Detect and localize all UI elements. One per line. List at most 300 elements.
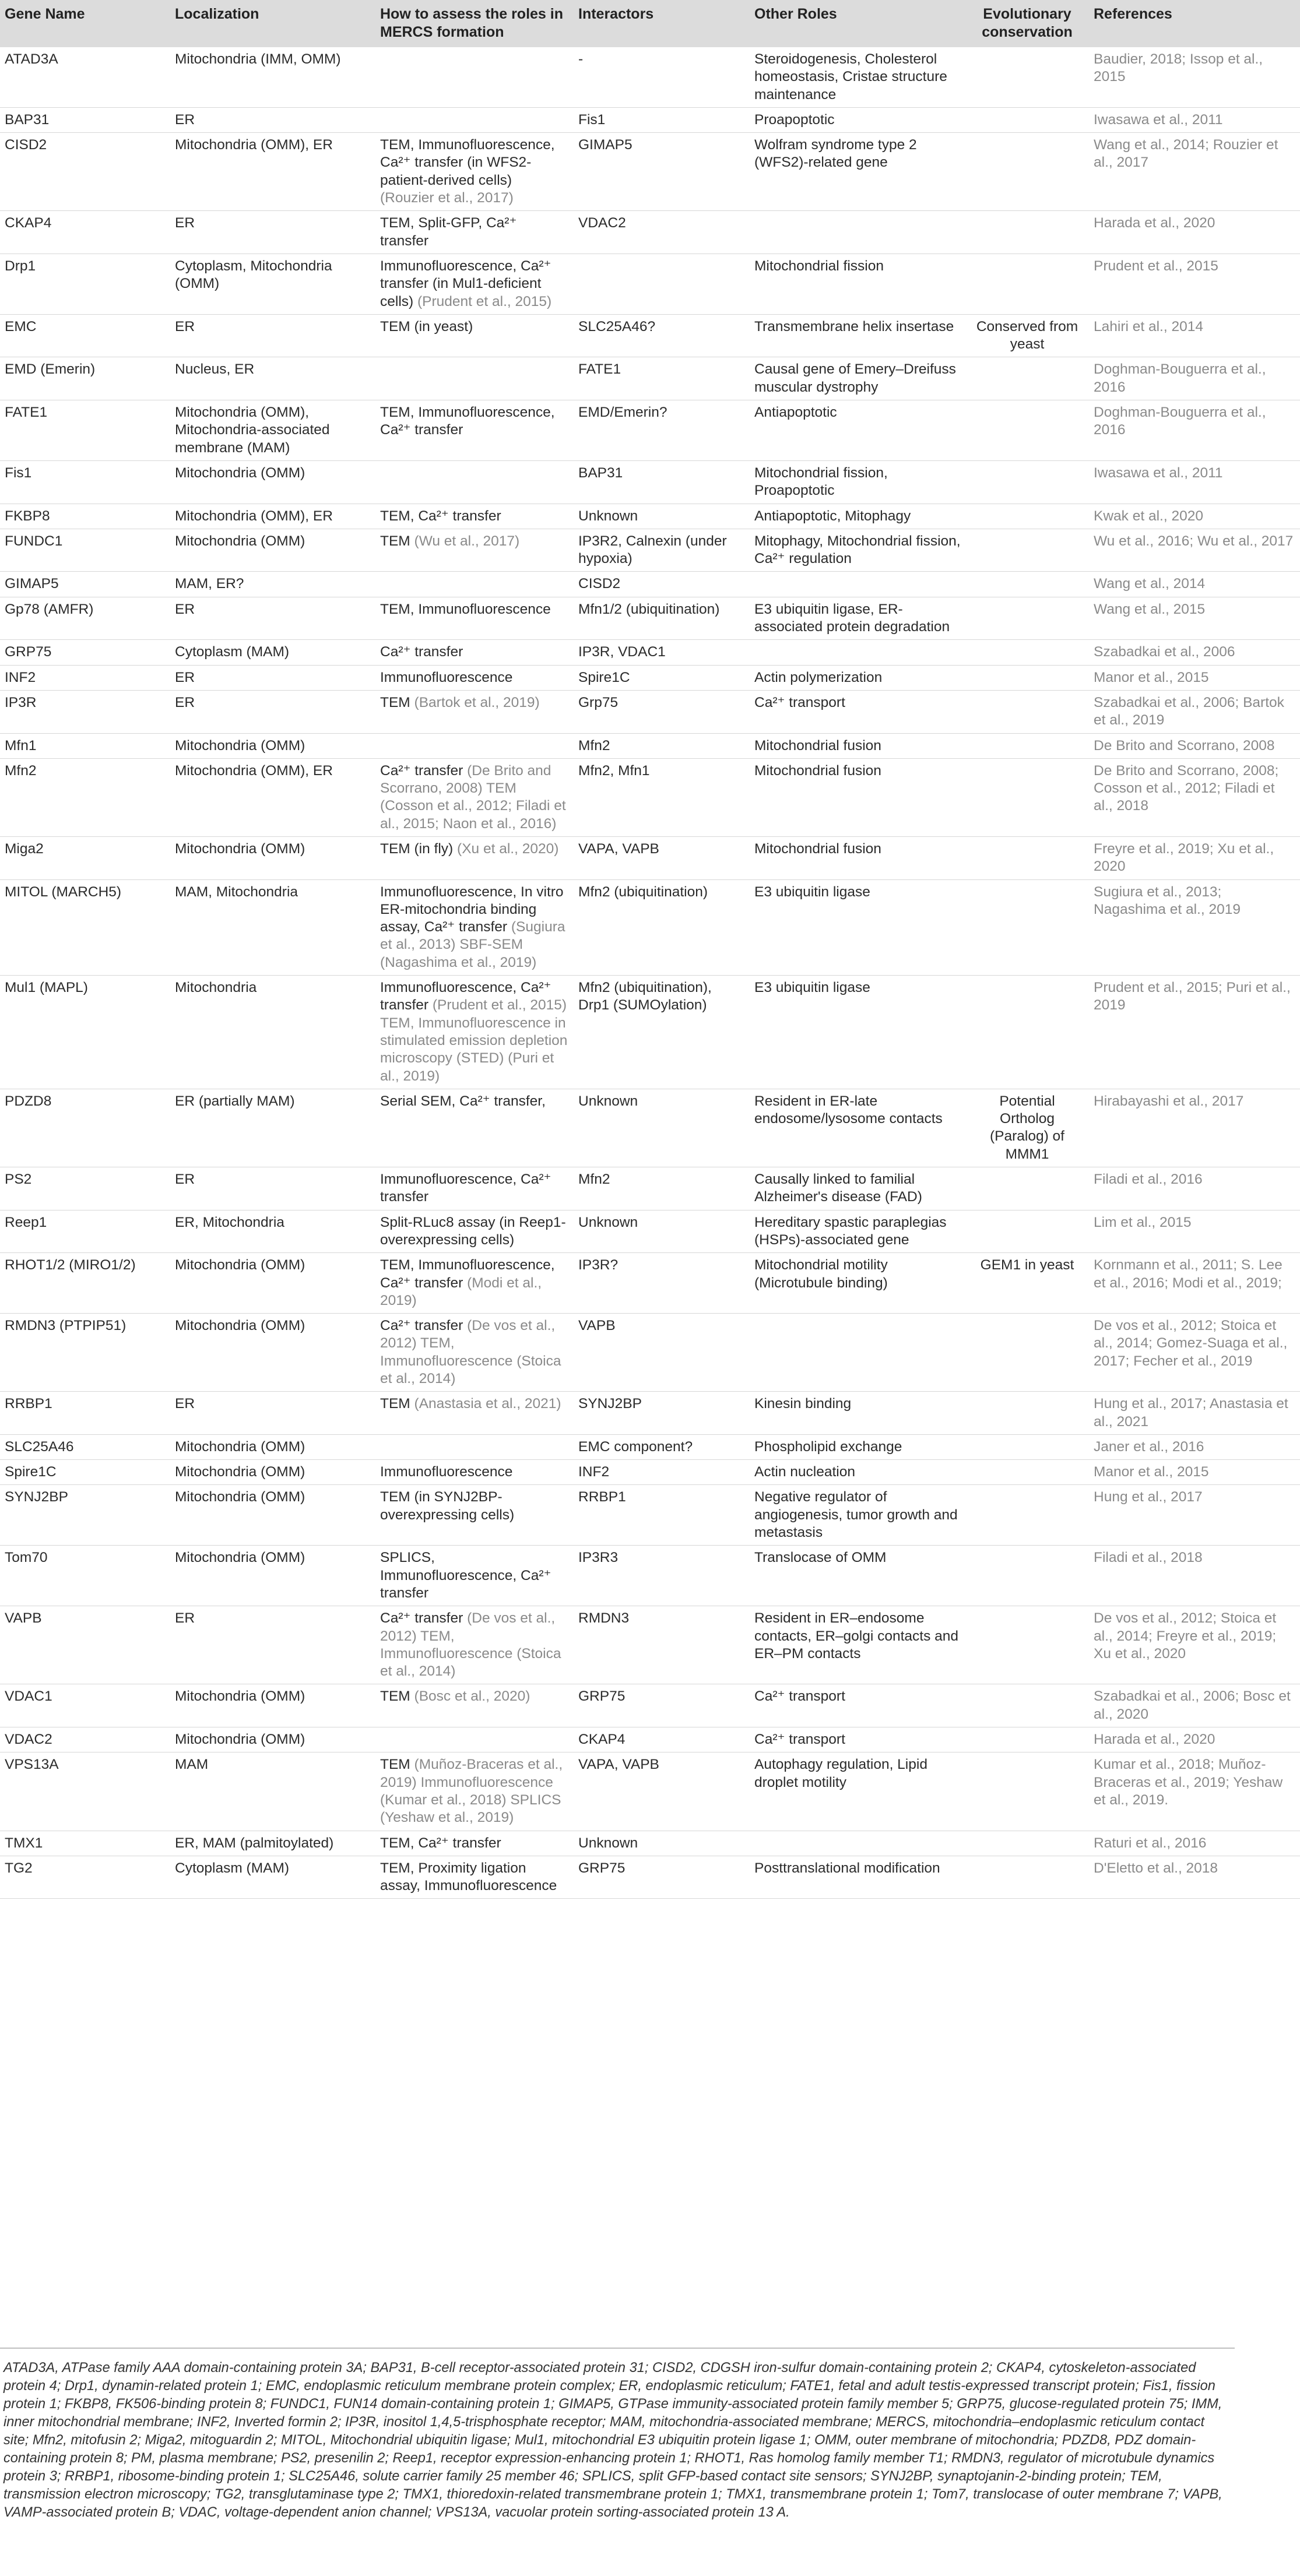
evolutionary-conservation-cell xyxy=(965,1684,1089,1727)
localization-cell: Cytoplasm (MAM) xyxy=(170,640,375,665)
localization-cell: ER xyxy=(170,665,375,690)
evolutionary-conservation-cell xyxy=(965,690,1089,733)
evolutionary-conservation-cell xyxy=(965,597,1089,640)
interactors-cell: GIMAP5 xyxy=(574,133,750,211)
interactors-cell: GRP75 xyxy=(574,1684,750,1727)
interactors-cell: VAPA, VAPB xyxy=(574,836,750,879)
references-cell: Szabadkai et al., 2006; Bartok et al., 2019 xyxy=(1089,690,1300,733)
interactors-cell: CISD2 xyxy=(574,572,750,597)
gene-name-cell: ATAD3A xyxy=(0,47,170,107)
evolutionary-conservation-cell xyxy=(965,758,1089,836)
assessment-cell xyxy=(375,976,574,1089)
references-cell: Wang et al., 2015 xyxy=(1089,597,1300,640)
interactors-cell: INF2 xyxy=(574,1460,750,1485)
interactors-cell: GRP75 xyxy=(574,1856,750,1899)
evolutionary-conservation-cell xyxy=(965,1392,1089,1435)
assessment-cell xyxy=(375,733,574,758)
other-roles-cell: Translocase of OMM xyxy=(750,1546,965,1606)
table-row xyxy=(0,504,1300,529)
assessment-reference: (Wu et al., 2017) xyxy=(414,533,520,549)
localization-cell: ER xyxy=(170,597,375,640)
assessment-method: TEM (in SYNJ2BP-overexpressing cells) xyxy=(380,1489,515,1523)
table-row xyxy=(0,107,1300,132)
other-roles-cell: E3 ubiquitin ligase xyxy=(750,879,965,975)
table-row xyxy=(0,1684,1300,1727)
localization-cell: ER xyxy=(170,1167,375,1210)
gene-name-cell: RMDN3 (PTPIP51) xyxy=(0,1314,170,1392)
assessment-reference: (Prudent et al., 2015) TEM, Immunofluorescence in stimulated emission depletion microscopy (STED) (Puri et al., 2019) xyxy=(380,997,568,1084)
table-row xyxy=(0,1253,1300,1314)
localization-cell: Mitochondria xyxy=(170,976,375,1089)
references-cell: Kwak et al., 2020 xyxy=(1089,504,1300,529)
localization-cell: Mitochondria (OMM) xyxy=(170,1253,375,1314)
table-row xyxy=(0,1460,1300,1485)
interactors-cell: SYNJ2BP xyxy=(574,1392,750,1435)
other-roles-cell xyxy=(750,1314,965,1392)
localization-cell: Cytoplasm, Mitochondria (OMM) xyxy=(170,254,375,314)
assessment-method: Immunofluorescence, Ca²⁺ transfer xyxy=(380,980,551,1013)
table-row xyxy=(0,1434,1300,1459)
gene-name-cell: Mul1 (MAPL) xyxy=(0,976,170,1089)
evolutionary-conservation-cell xyxy=(965,1434,1089,1459)
localization-cell: Mitochondria (OMM), ER xyxy=(170,758,375,836)
localization-cell: Mitochondria (OMM) xyxy=(170,1546,375,1606)
localization-cell: ER (partially MAM) xyxy=(170,1089,375,1167)
assessment-cell xyxy=(375,504,574,529)
references-cell: Raturi et al., 2016 xyxy=(1089,1831,1300,1856)
table-row xyxy=(0,597,1300,640)
evolutionary-conservation-cell xyxy=(965,976,1089,1089)
localization-cell: Mitochondria (OMM) xyxy=(170,1485,375,1546)
assessment-cell xyxy=(375,1485,574,1546)
localization-cell: Mitochondria (OMM), ER xyxy=(170,504,375,529)
assessment-cell xyxy=(375,107,574,132)
header-gene-name: Gene Name xyxy=(0,0,170,47)
interactors-cell: IP3R2, Calnexin (under hypoxia) xyxy=(574,529,750,572)
header-localization: Localization xyxy=(170,0,375,47)
interactors-cell: Mfn2, Mfn1 xyxy=(574,758,750,836)
other-roles-cell: Mitophagy, Mitochondrial fission, Ca²⁺ regulation xyxy=(750,529,965,572)
other-roles-cell: Actin nucleation xyxy=(750,1460,965,1485)
localization-cell: Mitochondria (OMM) xyxy=(170,529,375,572)
assessment-method: TEM (in fly) xyxy=(380,840,454,857)
interactors-cell: VAPB xyxy=(574,1314,750,1392)
assessment-method: TEM, Immunofluorescence, Ca²⁺ transfer xyxy=(380,1257,555,1291)
localization-cell: MAM xyxy=(170,1752,375,1831)
evolutionary-conservation-cell: Potential Ortholog (Paralog) of MMM1 xyxy=(965,1089,1089,1167)
gene-name-cell: SLC25A46 xyxy=(0,1434,170,1459)
assessment-reference: (De Brito and Scorrano, 2008) TEM (Cosson et al., 2012; Filadi et al., 2015; Naon et al., 2016) xyxy=(380,762,566,832)
assessment-method: TEM, Immunofluorescence xyxy=(380,601,551,617)
interactors-cell: Mfn2 (ubiquitination), Drp1 (SUMOylation) xyxy=(574,976,750,1089)
interactors-cell: EMC component? xyxy=(574,1434,750,1459)
table-row xyxy=(0,1546,1300,1606)
table-row xyxy=(0,758,1300,836)
evolutionary-conservation-cell xyxy=(965,529,1089,572)
interactors-cell: VDAC2 xyxy=(574,211,750,254)
other-roles-cell: Negative regulator of angiogenesis, tumor growth and metastasis xyxy=(750,1485,965,1546)
localization-cell: Mitochondria (OMM) xyxy=(170,1434,375,1459)
gene-name-cell: TMX1 xyxy=(0,1831,170,1856)
other-roles-cell: Hereditary spastic paraplegias (HSPs)-associated gene xyxy=(750,1210,965,1253)
assessment-cell xyxy=(375,1752,574,1831)
evolutionary-conservation-cell xyxy=(965,133,1089,211)
other-roles-cell: Mitochondrial fusion xyxy=(750,733,965,758)
assessment-cell xyxy=(375,1392,574,1435)
table-row xyxy=(0,211,1300,254)
references-cell: Doghman-Bouguerra et al., 2016 xyxy=(1089,400,1300,461)
other-roles-cell: Causal gene of Emery–Dreifuss muscular dystrophy xyxy=(750,357,965,400)
other-roles-cell: Steroidogenesis, Cholesterol homeostasis, Cristae structure maintenance xyxy=(750,47,965,107)
assessment-reference: (Sugiura et al., 2013) SBF-SEM (Nagashima et al., 2019) xyxy=(380,919,565,970)
assessment-method: Ca²⁺ transfer xyxy=(380,644,463,660)
interactors-cell: Unknown xyxy=(574,1210,750,1253)
table-row xyxy=(0,733,1300,758)
header-assessment: How to assess the roles in MERCS formation xyxy=(375,0,574,47)
localization-cell: ER, Mitochondria xyxy=(170,1210,375,1253)
other-roles-cell xyxy=(750,211,965,254)
gene-name-cell: VDAC1 xyxy=(0,1684,170,1727)
references-cell: Wang et al., 2014; Rouzier et al., 2017 xyxy=(1089,133,1300,211)
gene-name-cell: EMC xyxy=(0,314,170,357)
interactors-cell xyxy=(574,254,750,314)
evolutionary-conservation-cell xyxy=(965,400,1089,461)
gene-name-cell: Tom70 xyxy=(0,1546,170,1606)
localization-cell: Mitochondria (OMM) xyxy=(170,1460,375,1485)
interactors-cell: IP3R, VDAC1 xyxy=(574,640,750,665)
assessment-reference: (De vos et al., 2012) TEM, Immunofluorescence (Stoica et al., 2014) xyxy=(380,1610,561,1680)
other-roles-cell: Wolfram syndrome type 2 (WFS2)-related gene xyxy=(750,133,965,211)
interactors-cell: Unknown xyxy=(574,1831,750,1856)
references-cell: Doghman-Bouguerra et al., 2016 xyxy=(1089,357,1300,400)
evolutionary-conservation-cell xyxy=(965,1727,1089,1752)
interactors-cell: IP3R3 xyxy=(574,1546,750,1606)
localization-cell: Mitochondria (OMM), ER xyxy=(170,133,375,211)
gene-name-cell: VAPB xyxy=(0,1606,170,1684)
evolutionary-conservation-cell xyxy=(965,504,1089,529)
table-row xyxy=(0,976,1300,1089)
evolutionary-conservation-cell xyxy=(965,1606,1089,1684)
evolutionary-conservation-cell xyxy=(965,1314,1089,1392)
localization-cell: Nucleus, ER xyxy=(170,357,375,400)
assessment-method: TEM, Immunofluorescence, Ca²⁺ transfer (in WFS2-patient-derived cells) xyxy=(380,137,555,188)
assessment-method: Ca²⁺ transfer xyxy=(380,762,463,779)
evolutionary-conservation-cell xyxy=(965,640,1089,665)
assessment-method: TEM, Split-GFP, Ca²⁺ transfer xyxy=(380,215,517,249)
references-cell: Hirabayashi et al., 2017 xyxy=(1089,1089,1300,1167)
header-references: References xyxy=(1089,0,1300,47)
assessment-cell xyxy=(375,357,574,400)
assessment-method: TEM xyxy=(380,533,410,549)
references-cell: Prudent et al., 2015; Puri et al., 2019 xyxy=(1089,976,1300,1089)
assessment-method: TEM, Immunofluorescence, Ca²⁺ transfer xyxy=(380,404,555,438)
localization-cell: Mitochondria (IMM, OMM) xyxy=(170,47,375,107)
gene-name-cell: IP3R xyxy=(0,690,170,733)
references-cell: Iwasawa et al., 2011 xyxy=(1089,107,1300,132)
references-cell: Filadi et al., 2016 xyxy=(1089,1167,1300,1210)
assessment-cell xyxy=(375,665,574,690)
table-row xyxy=(0,836,1300,879)
evolutionary-conservation-cell xyxy=(965,1210,1089,1253)
table-header-row xyxy=(0,0,1300,47)
table-row xyxy=(0,665,1300,690)
assessment-cell xyxy=(375,529,574,572)
references-cell: Iwasawa et al., 2011 xyxy=(1089,460,1300,504)
interactors-cell: Grp75 xyxy=(574,690,750,733)
assessment-method: TEM xyxy=(380,1757,410,1773)
gene-name-cell: INF2 xyxy=(0,665,170,690)
table-row xyxy=(0,1752,1300,1831)
table-row xyxy=(0,460,1300,504)
references-cell: De Brito and Scorrano, 2008; Cosson et al., 2012; Filadi et al., 2018 xyxy=(1089,758,1300,836)
assessment-cell xyxy=(375,133,574,211)
evolutionary-conservation-cell xyxy=(965,665,1089,690)
table-row xyxy=(0,572,1300,597)
references-cell: Kornmann et al., 2011; S. Lee et al., 2016; Modi et al., 2019; xyxy=(1089,1253,1300,1314)
header-interactors: Interactors xyxy=(574,0,750,47)
localization-cell: ER xyxy=(170,107,375,132)
table-row xyxy=(0,1314,1300,1392)
assessment-cell xyxy=(375,690,574,733)
gene-name-cell: PS2 xyxy=(0,1167,170,1210)
localization-cell: ER xyxy=(170,1606,375,1684)
references-cell: Baudier, 2018; Issop et al., 2015 xyxy=(1089,47,1300,107)
assessment-method: Immunofluorescence xyxy=(380,669,513,685)
other-roles-cell: Kinesin binding xyxy=(750,1392,965,1435)
other-roles-cell: Transmembrane helix insertase xyxy=(750,314,965,357)
references-cell: Filadi et al., 2018 xyxy=(1089,1546,1300,1606)
interactors-cell: Unknown xyxy=(574,1089,750,1167)
table-row xyxy=(0,1856,1300,1899)
references-cell: Sugiura et al., 2013; Nagashima et al., 2019 xyxy=(1089,879,1300,975)
interactors-cell: Spire1C xyxy=(574,665,750,690)
gene-name-cell: Drp1 xyxy=(0,254,170,314)
gene-name-cell: PDZD8 xyxy=(0,1089,170,1167)
localization-cell: ER, MAM (palmitoylated) xyxy=(170,1831,375,1856)
localization-cell: Mitochondria (OMM) xyxy=(170,733,375,758)
table-row xyxy=(0,1167,1300,1210)
assessment-cell xyxy=(375,1314,574,1392)
assessment-cell xyxy=(375,758,574,836)
interactors-cell: BAP31 xyxy=(574,460,750,504)
other-roles-cell: Ca²⁺ transport xyxy=(750,690,965,733)
evolutionary-conservation-cell xyxy=(965,1831,1089,1856)
assessment-reference: (Bosc et al., 2020) xyxy=(414,1688,530,1705)
assessment-cell xyxy=(375,1253,574,1314)
table-row xyxy=(0,1485,1300,1546)
other-roles-cell: Antiapoptotic xyxy=(750,400,965,461)
assessment-cell xyxy=(375,1684,574,1727)
assessment-method: SPLICS, Immunofluorescence, Ca²⁺ transfer xyxy=(380,1550,551,1601)
assessment-cell xyxy=(375,1434,574,1459)
references-cell: Freyre et al., 2019; Xu et al., 2020 xyxy=(1089,836,1300,879)
interactors-cell: - xyxy=(574,47,750,107)
table-row xyxy=(0,1831,1300,1856)
assessment-cell xyxy=(375,1167,574,1210)
references-cell: Harada et al., 2020 xyxy=(1089,211,1300,254)
references-cell: De vos et al., 2012; Stoica et al., 2014; Freyre et al., 2019; Xu et al., 2020 xyxy=(1089,1606,1300,1684)
localization-cell: Mitochondria (OMM) xyxy=(170,1727,375,1752)
other-roles-cell: Resident in ER-late endosome/lysosome contacts xyxy=(750,1089,965,1167)
gene-name-cell: VDAC2 xyxy=(0,1727,170,1752)
gene-name-cell: RRBP1 xyxy=(0,1392,170,1435)
assessment-reference: (Anastasia et al., 2021) xyxy=(414,1396,561,1412)
evolutionary-conservation-cell: GEM1 in yeast xyxy=(965,1253,1089,1314)
table-row xyxy=(0,1606,1300,1684)
table-row xyxy=(0,1089,1300,1167)
interactors-cell: RRBP1 xyxy=(574,1485,750,1546)
interactors-cell: Unknown xyxy=(574,504,750,529)
references-cell: D'Eletto et al., 2018 xyxy=(1089,1856,1300,1899)
assessment-method: Split-RLuc8 assay (in Reep1-overexpressing cells) xyxy=(380,1214,566,1248)
references-cell: Lim et al., 2015 xyxy=(1089,1210,1300,1253)
localization-cell: ER xyxy=(170,211,375,254)
assessment-method: TEM (in yeast) xyxy=(380,318,473,335)
evolutionary-conservation-cell xyxy=(965,879,1089,975)
interactors-cell: Mfn2 (ubiquitination) xyxy=(574,879,750,975)
other-roles-cell xyxy=(750,572,965,597)
assessment-cell xyxy=(375,1856,574,1899)
gene-name-cell: GIMAP5 xyxy=(0,572,170,597)
assessment-cell xyxy=(375,1546,574,1606)
table-body xyxy=(0,47,1300,1899)
gene-name-cell: EMD (Emerin) xyxy=(0,357,170,400)
assessment-cell xyxy=(375,1089,574,1167)
evolutionary-conservation-cell xyxy=(965,1856,1089,1899)
gene-name-cell: Reep1 xyxy=(0,1210,170,1253)
assessment-cell xyxy=(375,1460,574,1485)
evolutionary-conservation-cell xyxy=(965,1167,1089,1210)
assessment-cell xyxy=(375,400,574,461)
assessment-cell xyxy=(375,597,574,640)
evolutionary-conservation-cell xyxy=(965,1485,1089,1546)
assessment-method: Immunofluorescence xyxy=(380,1464,513,1480)
other-roles-cell: Proapoptotic xyxy=(750,107,965,132)
assessment-reference: (Bartok et al., 2019) xyxy=(414,694,540,710)
other-roles-cell: Mitochondrial fission xyxy=(750,254,965,314)
references-cell: De vos et al., 2012; Stoica et al., 2014; Gomez-Suaga et al., 2017; Fecher et al., 2019 xyxy=(1089,1314,1300,1392)
localization-cell: ER xyxy=(170,1392,375,1435)
other-roles-cell: Antiapoptotic, Mitophagy xyxy=(750,504,965,529)
gene-name-cell: FATE1 xyxy=(0,400,170,461)
other-roles-cell: Causally linked to familial Alzheimer's disease (FAD) xyxy=(750,1167,965,1210)
other-roles-cell: Ca²⁺ transport xyxy=(750,1684,965,1727)
table-row xyxy=(0,254,1300,314)
gene-name-cell: Miga2 xyxy=(0,836,170,879)
assessment-cell xyxy=(375,879,574,975)
assessment-cell xyxy=(375,460,574,504)
references-cell: Kumar et al., 2018; Muñoz-Braceras et al., 2019; Yeshaw et al., 2019. xyxy=(1089,1752,1300,1831)
assessment-cell xyxy=(375,572,574,597)
interactors-cell: Mfn2 xyxy=(574,1167,750,1210)
assessment-cell xyxy=(375,1210,574,1253)
evolutionary-conservation-cell xyxy=(965,1752,1089,1831)
other-roles-cell: Ca²⁺ transport xyxy=(750,1727,965,1752)
other-roles-cell xyxy=(750,640,965,665)
gene-name-cell: FUNDC1 xyxy=(0,529,170,572)
other-roles-cell xyxy=(750,1831,965,1856)
gene-name-cell: CISD2 xyxy=(0,133,170,211)
evolutionary-conservation-cell xyxy=(965,1460,1089,1485)
references-cell: Lahiri et al., 2014 xyxy=(1089,314,1300,357)
gene-name-cell: MITOL (MARCH5) xyxy=(0,879,170,975)
assessment-reference: (Muñoz-Braceras et al., 2019) Immunofluorescence (Kumar et al., 2018) SPLICS (Yeshaw et al., 2019) xyxy=(380,1757,563,1826)
gene-name-cell: CKAP4 xyxy=(0,211,170,254)
gene-name-cell: VPS13A xyxy=(0,1752,170,1831)
assessment-method: Ca²⁺ transfer xyxy=(380,1610,463,1627)
references-cell: Wu et al., 2016; Wu et al., 2017 xyxy=(1089,529,1300,572)
assessment-method: TEM xyxy=(380,694,410,710)
assessment-method: Serial SEM, Ca²⁺ transfer, xyxy=(380,1093,546,1109)
assessment-method: Ca²⁺ transfer xyxy=(380,1318,463,1334)
localization-cell: ER xyxy=(170,690,375,733)
table-row xyxy=(0,47,1300,107)
references-cell: De Brito and Scorrano, 2008 xyxy=(1089,733,1300,758)
other-roles-cell: Mitochondrial fusion xyxy=(750,758,965,836)
table-row xyxy=(0,1392,1300,1435)
references-cell: Szabadkai et al., 2006 xyxy=(1089,640,1300,665)
table-row xyxy=(0,1210,1300,1253)
table-row xyxy=(0,879,1300,975)
interactors-cell: SLC25A46? xyxy=(574,314,750,357)
assessment-cell xyxy=(375,211,574,254)
interactors-cell: CKAP4 xyxy=(574,1727,750,1752)
references-cell: Manor et al., 2015 xyxy=(1089,1460,1300,1485)
references-cell: Szabadkai et al., 2006; Bosc et al., 2020 xyxy=(1089,1684,1300,1727)
interactors-cell: Mfn1/2 (ubiquitination) xyxy=(574,597,750,640)
evolutionary-conservation-cell xyxy=(965,254,1089,314)
assessment-reference: (De vos et al., 2012) TEM, Immunofluorescence (Stoica et al., 2014) xyxy=(380,1318,561,1386)
table-footnote: ATAD3A, ATPase family AAA domain-containing protein 3A; BAP31, B-cell receptor-associated protein 31; CISD2, CDGSH iron-sulfur domain-containing protein 2; CKAP4, cytoskeleton-associated protein 4; Drp1, dynamin-related protein 1; EMC, endoplasmic reticulum membrane protein complex; ER, endoplasmic reticulum; FATE1, fetal and adult testis-expressed transcript protein; Fis1, fission protein 1; FKBP8, FK506-binding protein 8; FUNDC1, FUN14 domain-containing protein 1; GIMAP5, GTPase immunity-associated protein family member 5; GRP75, glucose-regulated protein 75; IMM, inner mitochondrial membrane; INF2, Inverted formin 2; IP3R, inositol 1,4,5-trisphosphate receptor; MAM, mitochondria-associated membrane; MERCS, mitochondria–endoplasmic reticulum contact site; Mfn2, mitofusin 2; Miga2, mitoguardin 2; MITOL, Mitochondrial ubiquitin ligase; Mul1, mitochondrial E3 ubiquitin protein ligase 1; OMM, outer membrane of mitochondria; PDZD8, PDZ domain-containing protein 8; PM, plasma membrane; PS2, presenilin 2; Reep1, receptor expression-enhancing protein 1; RHOT1, Ras homolog family member T1; RMDN3, regulator of microtubule dynamics protein 3; RRBP1, ribosome-binding protein 1; SLC25A46, solute carrier family 25 member 46; SPLICS, split GFP-based contact site sensors; SYNJ2BP, synaptojanin-2-binding protein; TEM, transmission electron microscopy; TG2, transglutaminase type 2; TMX1, thioredoxin-related transmembrane protein 1; TMX1, transmembrane protein 1; Tom7, translocase of outer membrane 7; VAPB, VAMP-associated protein B; VDAC, voltage-dependent anion channel; VPS13A, vacuolar protein sorting-associated protein 13 A. xyxy=(0,2348,1235,2522)
references-cell: Hung et al., 2017; Anastasia et al., 2021 xyxy=(1089,1392,1300,1435)
gene-name-cell: BAP31 xyxy=(0,107,170,132)
localization-cell: MAM, Mitochondria xyxy=(170,879,375,975)
interactors-cell: VAPA, VAPB xyxy=(574,1752,750,1831)
assessment-reference: (Prudent et al., 2015) xyxy=(417,293,552,309)
other-roles-cell: Phospholipid exchange xyxy=(750,1434,965,1459)
assessment-cell xyxy=(375,47,574,107)
assessment-method: TEM xyxy=(380,1688,410,1705)
assessment-cell xyxy=(375,1727,574,1752)
assessment-method: TEM, Proximity ligation assay, Immunofluorescence xyxy=(380,1860,557,1894)
gene-name-cell: TG2 xyxy=(0,1856,170,1899)
other-roles-cell: Resident in ER–endosome contacts, ER–golgi contacts and ER–PM contacts xyxy=(750,1606,965,1684)
other-roles-cell: Mitochondrial motility (Microtubule binding) xyxy=(750,1253,965,1314)
references-cell: Prudent et al., 2015 xyxy=(1089,254,1300,314)
gene-name-cell: FKBP8 xyxy=(0,504,170,529)
interactors-cell: FATE1 xyxy=(574,357,750,400)
localization-cell: MAM, ER? xyxy=(170,572,375,597)
other-roles-cell: Posttranslational modification xyxy=(750,1856,965,1899)
assessment-method: Immunofluorescence, In vitro ER-mitochondria binding assay, Ca²⁺ transfer xyxy=(380,884,564,935)
assessment-cell xyxy=(375,314,574,357)
localization-cell: Mitochondria (OMM), Mitochondria-associated membrane (MAM) xyxy=(170,400,375,461)
evolutionary-conservation-cell xyxy=(965,47,1089,107)
gene-name-cell: Mfn1 xyxy=(0,733,170,758)
assessment-method: TEM xyxy=(380,1396,410,1412)
localization-cell: Mitochondria (OMM) xyxy=(170,460,375,504)
evolutionary-conservation-cell xyxy=(965,357,1089,400)
table-row xyxy=(0,1727,1300,1752)
localization-cell: Mitochondria (OMM) xyxy=(170,1684,375,1727)
assessment-method: Immunofluorescence, Ca²⁺ transfer xyxy=(380,1171,551,1205)
localization-cell: Mitochondria (OMM) xyxy=(170,1314,375,1392)
gene-name-cell: GRP75 xyxy=(0,640,170,665)
assessment-reference: (Modi et al., 2019) xyxy=(380,1275,542,1308)
interactors-cell: Mfn2 xyxy=(574,733,750,758)
table-row xyxy=(0,400,1300,461)
references-cell: Janer et al., 2016 xyxy=(1089,1434,1300,1459)
